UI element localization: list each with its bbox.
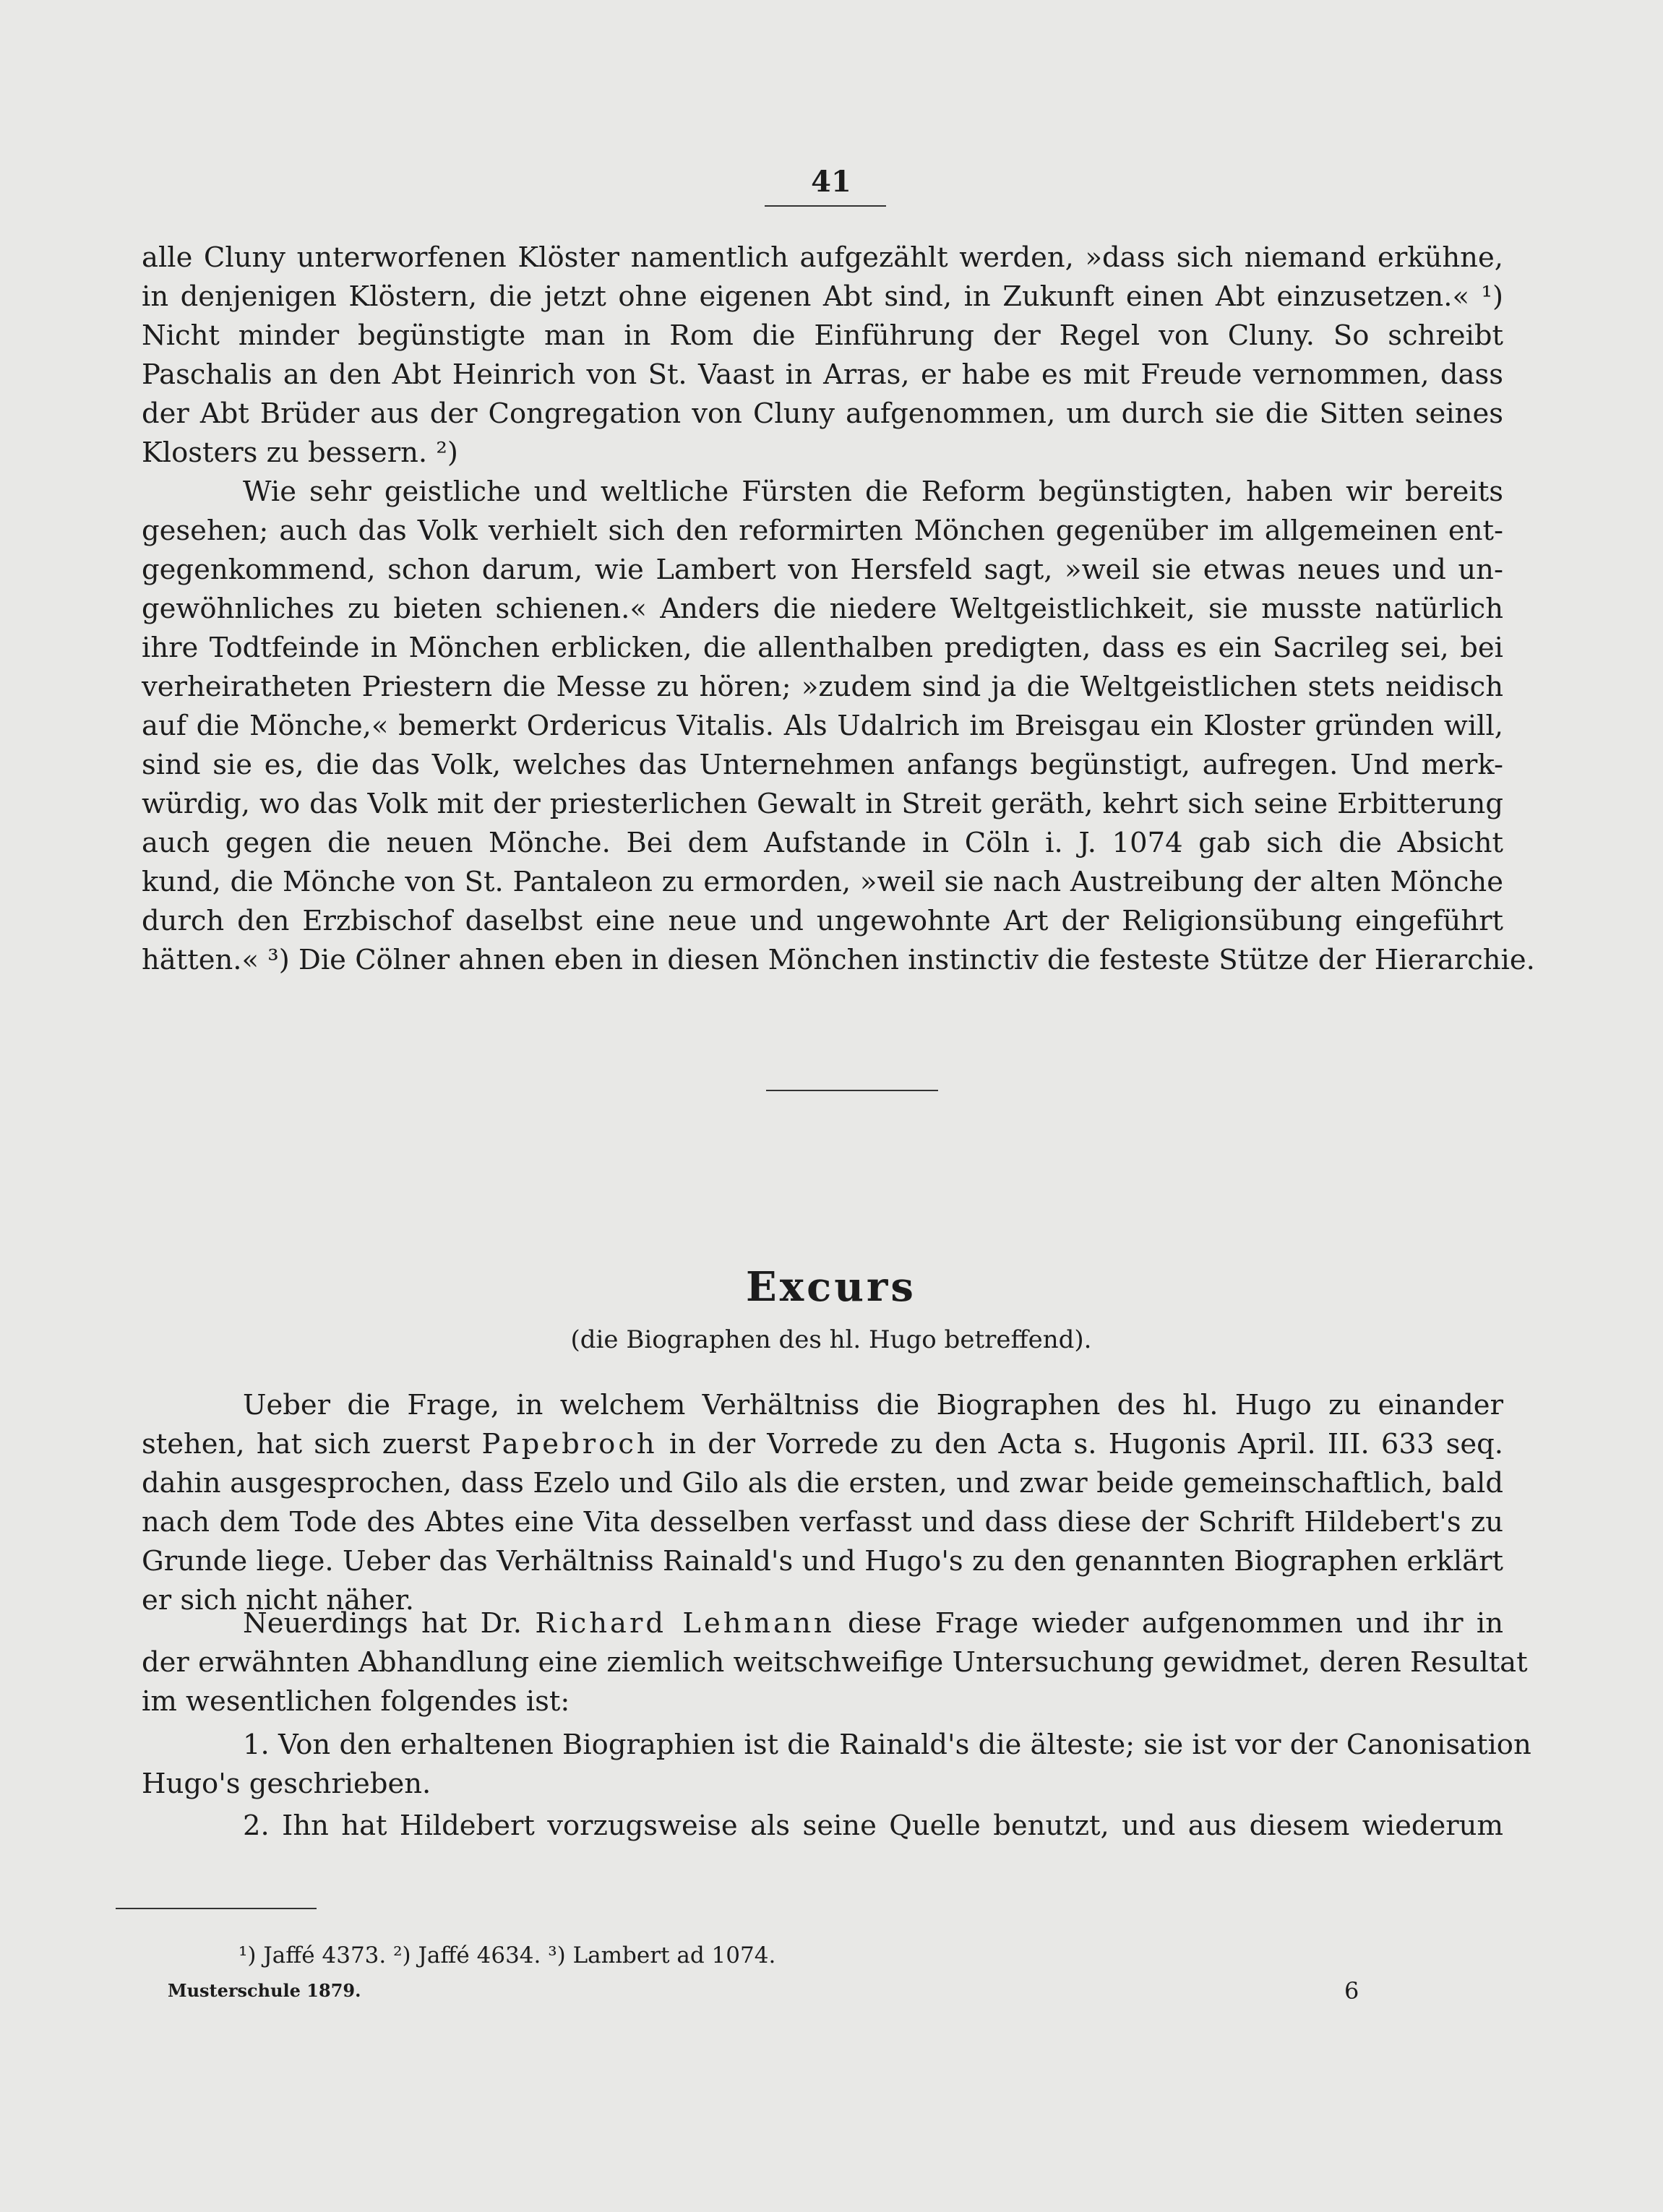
paragraph-reform xyxy=(142,473,1535,980)
text-line: Hugo's geschrieben. xyxy=(142,1768,431,1800)
text-line: würdig, wo das Volk mit der priesterlichen Gewalt in Streit geräth, kehrt sich seine Erbitterung xyxy=(142,788,1503,820)
text-line: gegenkommend, schon darum, wie Lambert von Hersfeld sagt, »weil sie etwas neues und un- xyxy=(142,554,1503,586)
text-line: im wesentlichen folgendes ist: xyxy=(142,1685,570,1718)
text-line: der erwähnten Abhandlung eine ziemlich weitschweifige Untersuchung gewidmet, deren Resultat xyxy=(142,1646,1528,1679)
author-name: Papebroch xyxy=(481,1428,658,1460)
text-line: alle Cluny unterworfenen Klöster namentlich aufgezählt werden, »dass sich niemand erkühne, xyxy=(142,241,1503,274)
text-line: durch den Erzbischof daselbst eine neue und ungewohnte Art der Religionsübung eingeführt xyxy=(142,905,1503,937)
text-line: auch gegen die neuen Mönche. Bei dem Aufstande in Cöln i. J. 1074 gab sich die Absicht xyxy=(142,827,1503,859)
page-number: 41 xyxy=(811,165,851,199)
printer-signature: Musterschule 1879. xyxy=(168,1980,361,2001)
paragraph-cluny xyxy=(142,238,1503,473)
text-line: verheiratheten Priestern die Messe zu hören; »zudem sind ja die Weltgeistlichen stets neidisch xyxy=(142,671,1503,703)
page-number-rule xyxy=(765,205,886,207)
text-line: in denjenigen Klöstern, die jetzt ohne eigenen Abt sind, in Zukunft einen Abt einzusetzen.« ¹) xyxy=(142,280,1503,313)
text-line: Neuerdings hat Dr. Richard Lehmann diese Frage wieder aufgenommen und ihr in xyxy=(243,1607,1503,1640)
author-name: Richard Lehmann xyxy=(535,1607,835,1640)
text-line: 2. Ihn hat Hildebert vorzugsweise als seine Quelle benutzt, und aus diesem wiederum xyxy=(243,1809,1503,1842)
text-line: kund, die Mönche von St. Pantaleon zu ermorden, »weil sie nach Austreibung der alten Mönche xyxy=(142,866,1503,898)
footnotes: ¹) Jaffé 4373. ²) Jaffé 4634. ³) Lambert ad 1074. xyxy=(239,1942,776,1968)
text-line: nach dem Tode des Abtes eine Vita desselben verfasst und dass diese der Schrift Hildebert's zu xyxy=(142,1506,1503,1538)
text-line: hätten.« ³) Die Cölner ahnen eben in diesen Mönchen instinctiv die festeste Stütze der Hierarchie. xyxy=(142,944,1535,976)
text-line: der Abt Brüder aus der Congregation von Cluny aufgenommen, um durch sie die Sitten seines xyxy=(142,397,1503,430)
text-line: ihre Todtfeinde in Mönchen erblicken, die allenthalben predigten, dass es ein Sacrileg sei, bei xyxy=(142,632,1503,664)
paragraph-lehmann xyxy=(142,1604,1528,1721)
text-line: gesehen; auch das Volk verhielt sich den reformirten Mönchen gegenüber im allgemeinen ent- xyxy=(142,515,1503,547)
text-line: Wie sehr geistliche und weltliche Fürsten die Reform begünstigten, haben wir bereits xyxy=(243,475,1503,508)
text-line: 1. Von den erhaltenen Biographien ist die Rainald's die älteste; sie ist vor der Canonisation xyxy=(243,1729,1531,1761)
text-line: Paschalis an den Abt Heinrich von St. Vaast in Arras, er habe es mit Freude vernommen, dass xyxy=(142,358,1503,391)
signature-mark: 6 xyxy=(1344,1977,1359,2005)
section-separator xyxy=(766,1090,938,1091)
excurs-heading: Excurs xyxy=(746,1263,916,1311)
text-line: er sich nicht näher. xyxy=(142,1584,415,1617)
text-line: sind sie es, die das Volk, welches das Unternehmen anfangs begünstigt, aufregen. Und merk- xyxy=(142,749,1503,781)
text-line: Grunde liege. Ueber das Verhältniss Rainald's und Hugo's zu den genannten Biographen erklärt xyxy=(142,1545,1503,1578)
text-line: gewöhnliches zu bieten schienen.« Anders die niedere Weltgeistlichkeit, sie musste natürlich xyxy=(142,593,1503,625)
text-line: dahin ausgesprochen, dass Ezelo und Gilo als die ersten, und zwar beide gemeinschaftlich, bald xyxy=(142,1467,1503,1499)
text-line: Nicht minder begünstigte man in Rom die Einführung der Regel von Cluny. So schreibt xyxy=(142,319,1503,352)
text-line: Ueber die Frage, in welchem Verhältniss die Biographen des hl. Hugo zu einander xyxy=(243,1389,1503,1421)
text-line: auf die Mönche,« bemerkt Ordericus Vitalis. Als Udalrich im Breisgau ein Kloster gründen will, xyxy=(142,710,1503,742)
paragraph-papebroch xyxy=(142,1386,1503,1620)
list-item-2 xyxy=(142,1807,1503,1846)
text-line: Klosters zu bessern. ²) xyxy=(142,436,458,469)
excurs-subtitle: (die Biographen des hl. Hugo betreffend). xyxy=(570,1325,1092,1354)
footnote-rule xyxy=(116,1908,317,1909)
list-item-1 xyxy=(142,1726,1531,1804)
text-line: stehen, hat sich zuerst Papebroch in der Vorrede zu den Acta s. Hugonis April. III. 633 seq. xyxy=(142,1428,1503,1460)
